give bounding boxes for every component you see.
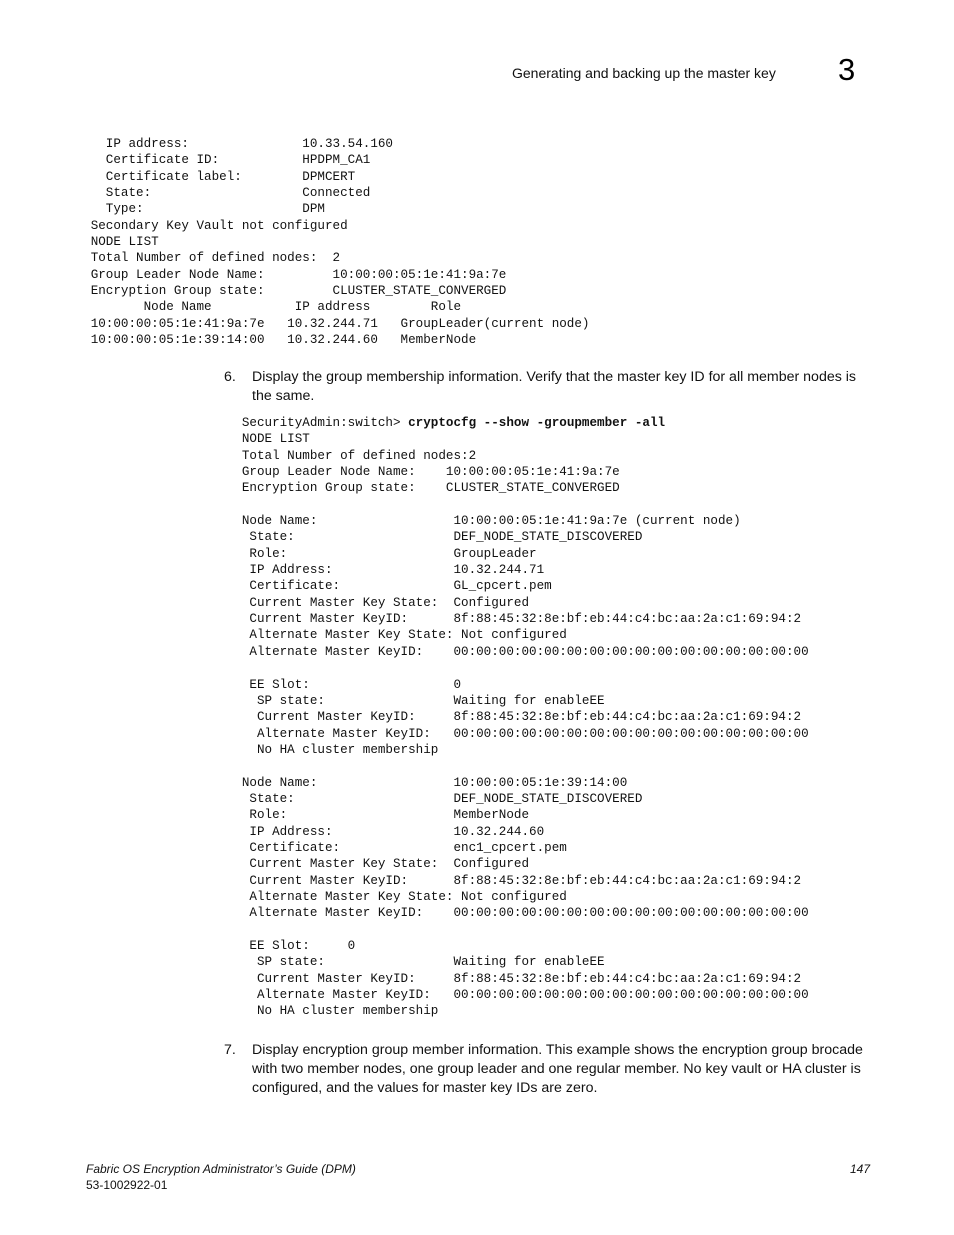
step-7-number: 7.: [224, 1042, 236, 1058]
code-line: Certificate: GL_cpcert.pem: [0, 579, 552, 594]
code-line: State: DEF_NODE_STATE_DISCOVERED: [0, 530, 643, 545]
code-line: Current Master KeyID: 8f:88:45:32:8e:bf:eb:44:c4:bc:aa:2a:c1:69:94:2: [0, 971, 802, 986]
code-line: Alternate Master KeyID: 00:00:00:00:00:00:00:00:00:00:00:00:00:00:00:00: [0, 906, 809, 921]
code-line: Current Master Key State: Configured: [0, 857, 530, 872]
code-line: [0, 660, 809, 676]
code-line: Alternate Master Key State: Not configured: [0, 628, 567, 643]
code-line: NODE LIST: [0, 432, 310, 447]
code-line: Type: DPM: [0, 202, 325, 217]
step-7-text-part: with two member nodes, one group leader and one regular member. No key vault or HA cluster is configured, and the values for master key IDs are zero.: [252, 1061, 861, 1096]
footer-doc-number: 53-1002922-01: [86, 1178, 168, 1192]
running-header-title: Generating and backing up the master key: [512, 65, 776, 81]
code-line: 10:00:00:05:1e:39:14:00 10.32.244.60 MemberNode: [0, 333, 477, 348]
code-line: Current Master KeyID: 8f:88:45:32:8e:bf:eb:44:c4:bc:aa:2a:c1:69:94:2: [0, 710, 802, 725]
code-line: Encryption Group state: CLUSTER_STATE_CONVERGED: [0, 284, 507, 299]
command-line: [0, 415, 809, 431]
group-name-emphasis: brocade: [811, 1042, 863, 1058]
code-line: Encryption Group state: CLUSTER_STATE_CONVERGED: [0, 481, 620, 496]
cli-prompt: SecurityAdmin:switch>: [0, 416, 409, 430]
step-6-text: Display the group membership information. Verify that the master key ID for all member nodes is the same.: [252, 369, 857, 404]
code-line: Group Leader Node Name: 10:00:00:05:1e:41:9a:7e: [0, 267, 507, 282]
code-line: [0, 922, 809, 938]
footer-page-number: 147: [850, 1162, 871, 1176]
step-6-number: 6.: [224, 369, 236, 385]
code-line: IP Address: 10.32.244.60: [0, 824, 545, 839]
code-line: Alternate Master KeyID: 00:00:00:00:00:00:00:00:00:00:00:00:00:00:00:00: [0, 988, 809, 1003]
code-line: Alternate Master KeyID: 00:00:00:00:00:00:00:00:00:00:00:00:00:00:00:00: [0, 726, 809, 741]
code-line: Alternate Master KeyID: 00:00:00:00:00:00:00:00:00:00:00:00:00:00:00:00: [0, 644, 809, 659]
code-line: 10:00:00:05:1e:41:9a:7e 10.32.244.71 GroupLeader(current node): [0, 316, 590, 331]
code-line: Secondary Key Vault not configured: [0, 218, 348, 233]
code-line: No HA cluster membership: [0, 1004, 439, 1019]
code-line: Node Name IP address Role: [0, 300, 462, 315]
code-line: Certificate: enc1_cpcert.pem: [0, 840, 567, 855]
code-line: Current Master Key State: Configured: [0, 595, 530, 610]
footer-guide-title: Fabric OS Encryption Administrator’s Guide (DPM): [86, 1162, 356, 1176]
code-line: EE Slot: 0: [0, 939, 356, 953]
code-line: Role: GroupLeader: [0, 546, 537, 561]
code-line: Group Leader Node Name: 10:00:00:05:1e:41:9a:7e: [0, 465, 620, 480]
code-line: EE Slot: 0: [0, 677, 462, 692]
code-line: Node Name: 10:00:00:05:1e:39:14:00: [0, 775, 628, 790]
code-line: Certificate ID: HPDPM_CA1: [0, 153, 371, 168]
code-line: Current Master KeyID: 8f:88:45:32:8e:bf:eb:44:c4:bc:aa:2a:c1:69:94:2: [0, 873, 802, 888]
code-line: SP state: Waiting for enableEE: [0, 955, 605, 970]
code-line: Alternate Master Key State: Not configured: [0, 889, 567, 904]
code-line: IP Address: 10.32.244.71: [0, 563, 545, 578]
code-line: Certificate label: DPMCERT: [0, 169, 356, 184]
code-block-groupmember-output: [0, 415, 809, 1020]
code-line: Role: MemberNode: [0, 808, 530, 823]
step-7-text-part: Display encryption group member information. This example shows the encryption group: [252, 1042, 812, 1058]
cli-command: cryptocfg --show -groupmember -all: [408, 416, 666, 430]
chapter-number: 3: [838, 52, 856, 87]
code-line: No HA cluster membership: [0, 742, 439, 757]
code-block-key-vault-output: [0, 136, 589, 348]
code-line: State: Connected: [0, 186, 371, 201]
code-line: IP address: 10.33.54.160: [0, 137, 393, 151]
code-line: State: DEF_NODE_STATE_DISCOVERED: [0, 791, 643, 806]
code-line: SP state: Waiting for enableEE: [0, 693, 605, 708]
code-line: Current Master KeyID: 8f:88:45:32:8e:bf:eb:44:c4:bc:aa:2a:c1:69:94:2: [0, 612, 802, 627]
code-line: Total Number of defined nodes: 2: [0, 251, 341, 266]
code-line: [0, 497, 809, 513]
code-line: [0, 758, 809, 774]
step-7-text: [252, 1041, 872, 1098]
code-line: Node Name: 10:00:00:05:1e:41:9a:7e (current node): [0, 514, 741, 529]
code-line: Total Number of defined nodes:2: [0, 448, 477, 463]
code-line: NODE LIST: [0, 235, 159, 250]
